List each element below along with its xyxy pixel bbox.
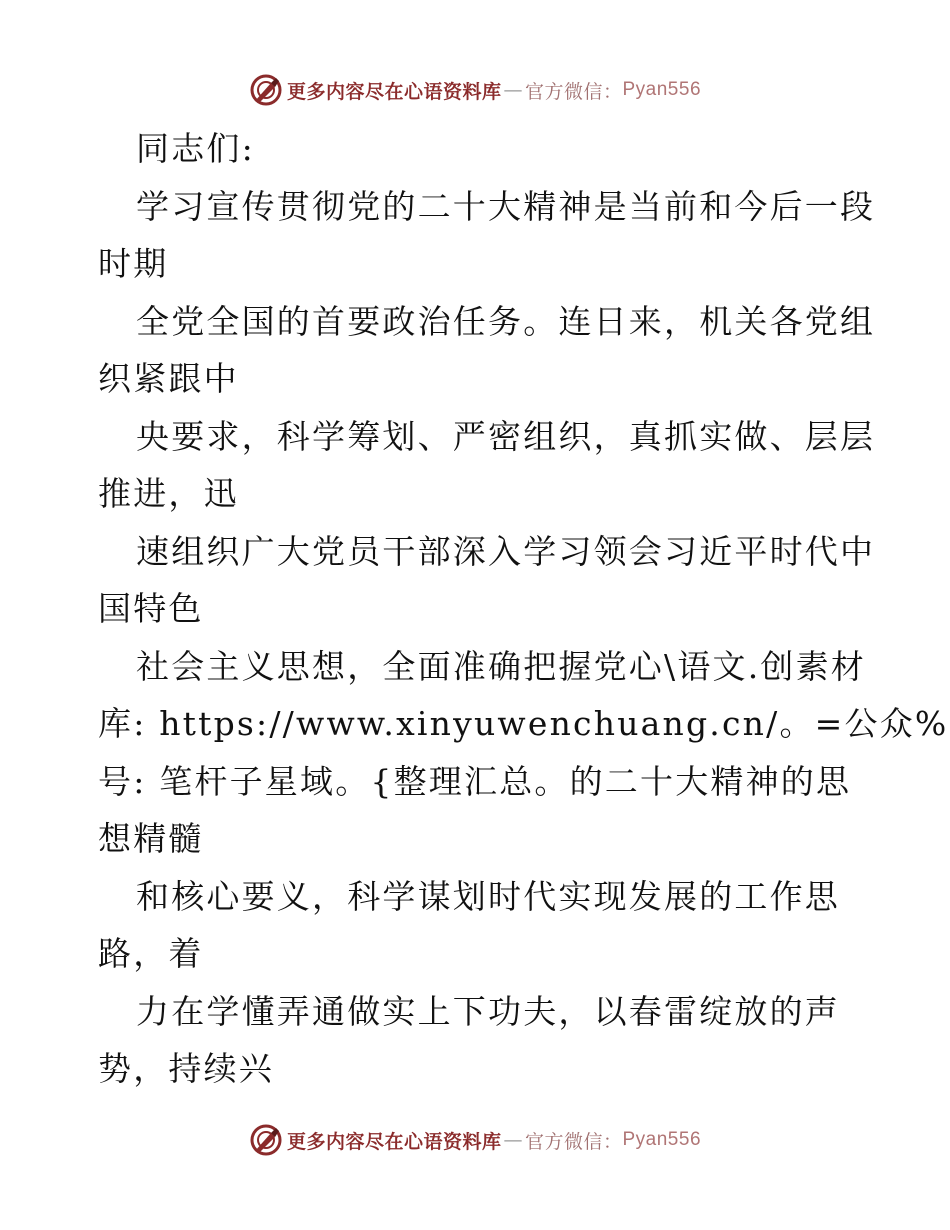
pen-logo-icon: [249, 1123, 283, 1157]
watermark-separator: —: [503, 79, 523, 101]
watermark-wechat-label: 官方微信：: [524, 1130, 623, 1153]
document-body: [98, 120, 949, 1098]
text-line: 国特色: [98, 589, 204, 628]
text-line: 速组织广大党员干部深入学习领会习近平时代中: [136, 531, 876, 571]
watermark-wechat-id: Pyan556: [622, 1129, 702, 1150]
watermark-wechat-label: 官方微信：: [524, 80, 623, 103]
text-line: 想精髓: [98, 819, 204, 858]
footer-watermark: [0, 1120, 950, 1160]
header-watermark: [0, 70, 950, 110]
text-line: 推进，迅: [98, 474, 239, 513]
text-line: 势，持续兴: [98, 1049, 274, 1088]
text-line: 和核心要义，科学谋划时代实现发展的工作思: [136, 876, 840, 916]
text-line: 全党全国的首要政治任务。连日来，机关各党组: [136, 301, 876, 341]
text-line: 社会主义思想，全面准确把握党心\语文.创素材: [136, 646, 867, 686]
watermark-separator: —: [503, 1129, 523, 1151]
pen-logo-icon: [249, 73, 283, 107]
watermark-wechat-id: Pyan556: [622, 79, 702, 100]
text-line: 同志们:: [136, 129, 255, 168]
text-line: 织紧跟中: [98, 359, 239, 398]
watermark-text: 更多内容尽在心语资料库: [286, 80, 502, 103]
text-line: 学习宣传贯彻党的二十大精神是当前和今后一段: [136, 186, 876, 226]
text-line: 时期: [98, 244, 169, 283]
watermark-text: 更多内容尽在心语资料库: [286, 1130, 502, 1153]
text-line: 号: 笔杆子星域。{整理汇总。的二十大精神的思: [98, 761, 852, 801]
text-line: 库: https://www.xinyuwenchuang.cn/。=公众%: [98, 704, 949, 743]
text-line: 央要求，科学筹划、严密组织，真抓实做、层层: [136, 416, 876, 456]
text-line: 路，着: [98, 934, 204, 973]
text-line: 力在学懂弄通做实上下功夫，以春雷绽放的声: [136, 991, 840, 1031]
